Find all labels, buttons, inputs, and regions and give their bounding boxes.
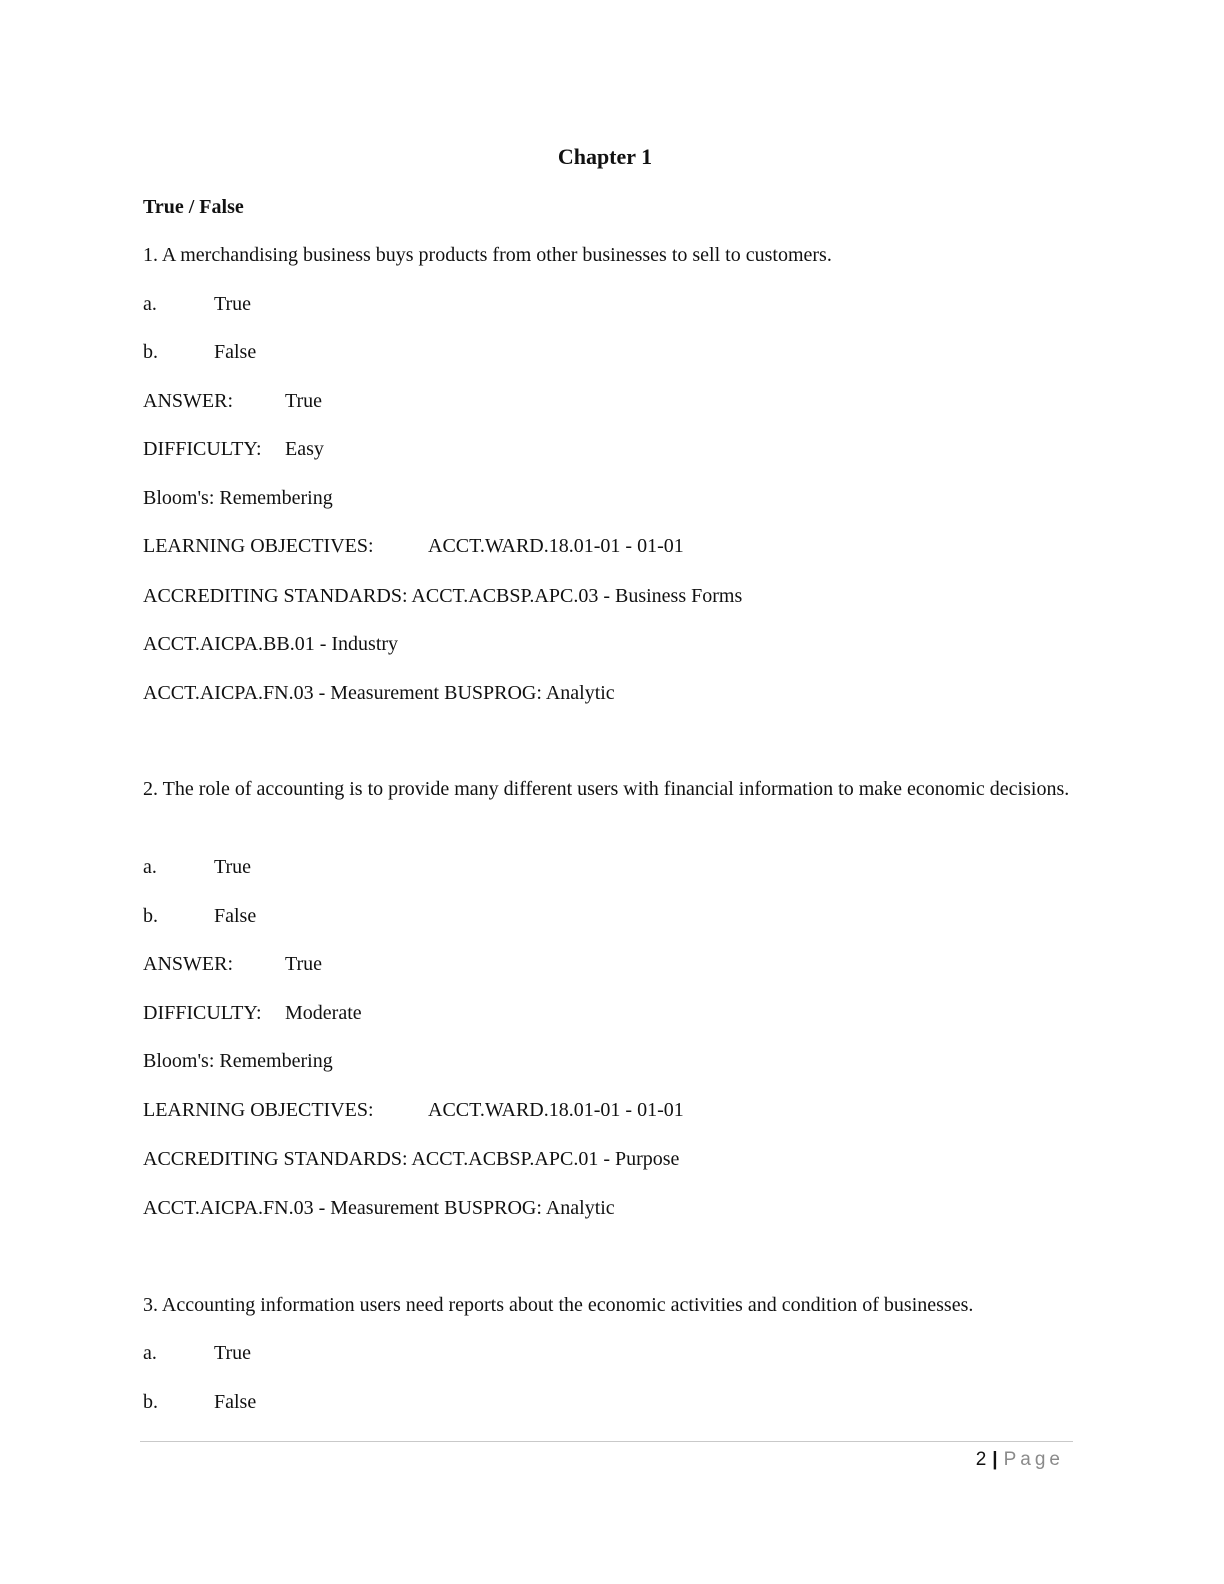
learning-objectives-label: LEARNING OBJECTIVES: — [143, 535, 374, 557]
option-text: True — [214, 856, 252, 878]
difficulty-label: DIFFICULTY: — [143, 438, 262, 460]
question-2-answer — [143, 952, 322, 976]
question-1-blooms: Bloom's: Remembering — [143, 487, 333, 509]
difficulty-label: DIFFICULTY: — [143, 1002, 262, 1024]
option-text: False — [214, 341, 257, 363]
question-1-difficulty — [143, 437, 324, 461]
page-footer — [976, 1448, 1064, 1472]
question-1-option-b — [143, 340, 256, 364]
option-text: False — [214, 905, 257, 927]
question-3-text: 3. Accounting information users need reports about the economic activities and condition of businesses. — [143, 1294, 974, 1316]
question-1-answer — [143, 389, 322, 413]
question-2-standard-2: ACCT.AICPA.FN.03 - Measurement BUSPROG: Analytic — [143, 1197, 615, 1219]
section-title: True / False — [143, 196, 244, 218]
page-label: Page — [1003, 1449, 1064, 1470]
question-2-difficulty — [143, 1001, 362, 1025]
learning-objectives-value: ACCT.WARD.18.01-01 - 01-01 — [428, 1099, 684, 1121]
option-letter: b. — [143, 905, 158, 927]
answer-value: True — [285, 390, 323, 412]
option-letter: b. — [143, 1391, 158, 1413]
page-number: 2 — [975, 1449, 987, 1470]
question-3-option-b — [143, 1390, 256, 1414]
difficulty-value: Easy — [285, 438, 324, 460]
chapter-title: Chapter 1 — [557, 144, 653, 169]
answer-value: True — [285, 953, 323, 975]
question-1-learning-objectives — [143, 534, 684, 558]
question-1-standard-3: ACCT.AICPA.FN.03 - Measurement BUSPROG: Analytic — [143, 682, 615, 704]
footer-separator: | — [992, 1449, 998, 1470]
question-2-text: 2. The role of accounting is to provide many different users with financial information to make economic decisions. — [143, 778, 1070, 800]
difficulty-value: Moderate — [285, 1002, 362, 1024]
learning-objectives-value: ACCT.WARD.18.01-01 - 01-01 — [428, 535, 684, 557]
question-2-learning-objectives — [143, 1098, 684, 1122]
question-2-option-b — [143, 904, 256, 928]
option-letter: a. — [143, 293, 157, 315]
learning-objectives-label: LEARNING OBJECTIVES: — [143, 1099, 374, 1121]
option-text: True — [214, 1342, 252, 1364]
option-letter: a. — [143, 1342, 157, 1364]
question-2-option-a — [143, 855, 251, 879]
option-text: False — [214, 1391, 257, 1413]
answer-label: ANSWER: — [143, 390, 233, 412]
option-text: True — [214, 293, 252, 315]
option-letter: b. — [143, 341, 158, 363]
option-letter: a. — [143, 856, 157, 878]
question-2-blooms: Bloom's: Remembering — [143, 1050, 333, 1072]
footer-divider — [140, 1441, 1073, 1442]
question-1-standard-1: ACCREDITING STANDARDS: ACCT.ACBSP.APC.03 - Business Forms — [143, 585, 743, 607]
question-1-option-a — [143, 292, 251, 316]
question-3-option-a — [143, 1341, 251, 1365]
question-2-standard-1: ACCREDITING STANDARDS: ACCT.ACBSP.APC.01 - Purpose — [143, 1148, 680, 1170]
answer-label: ANSWER: — [143, 953, 233, 975]
question-1-standard-2: ACCT.AICPA.BB.01 - Industry — [143, 633, 399, 655]
question-1-text: 1. A merchandising business buys products from other businesses to sell to customers. — [143, 244, 832, 266]
